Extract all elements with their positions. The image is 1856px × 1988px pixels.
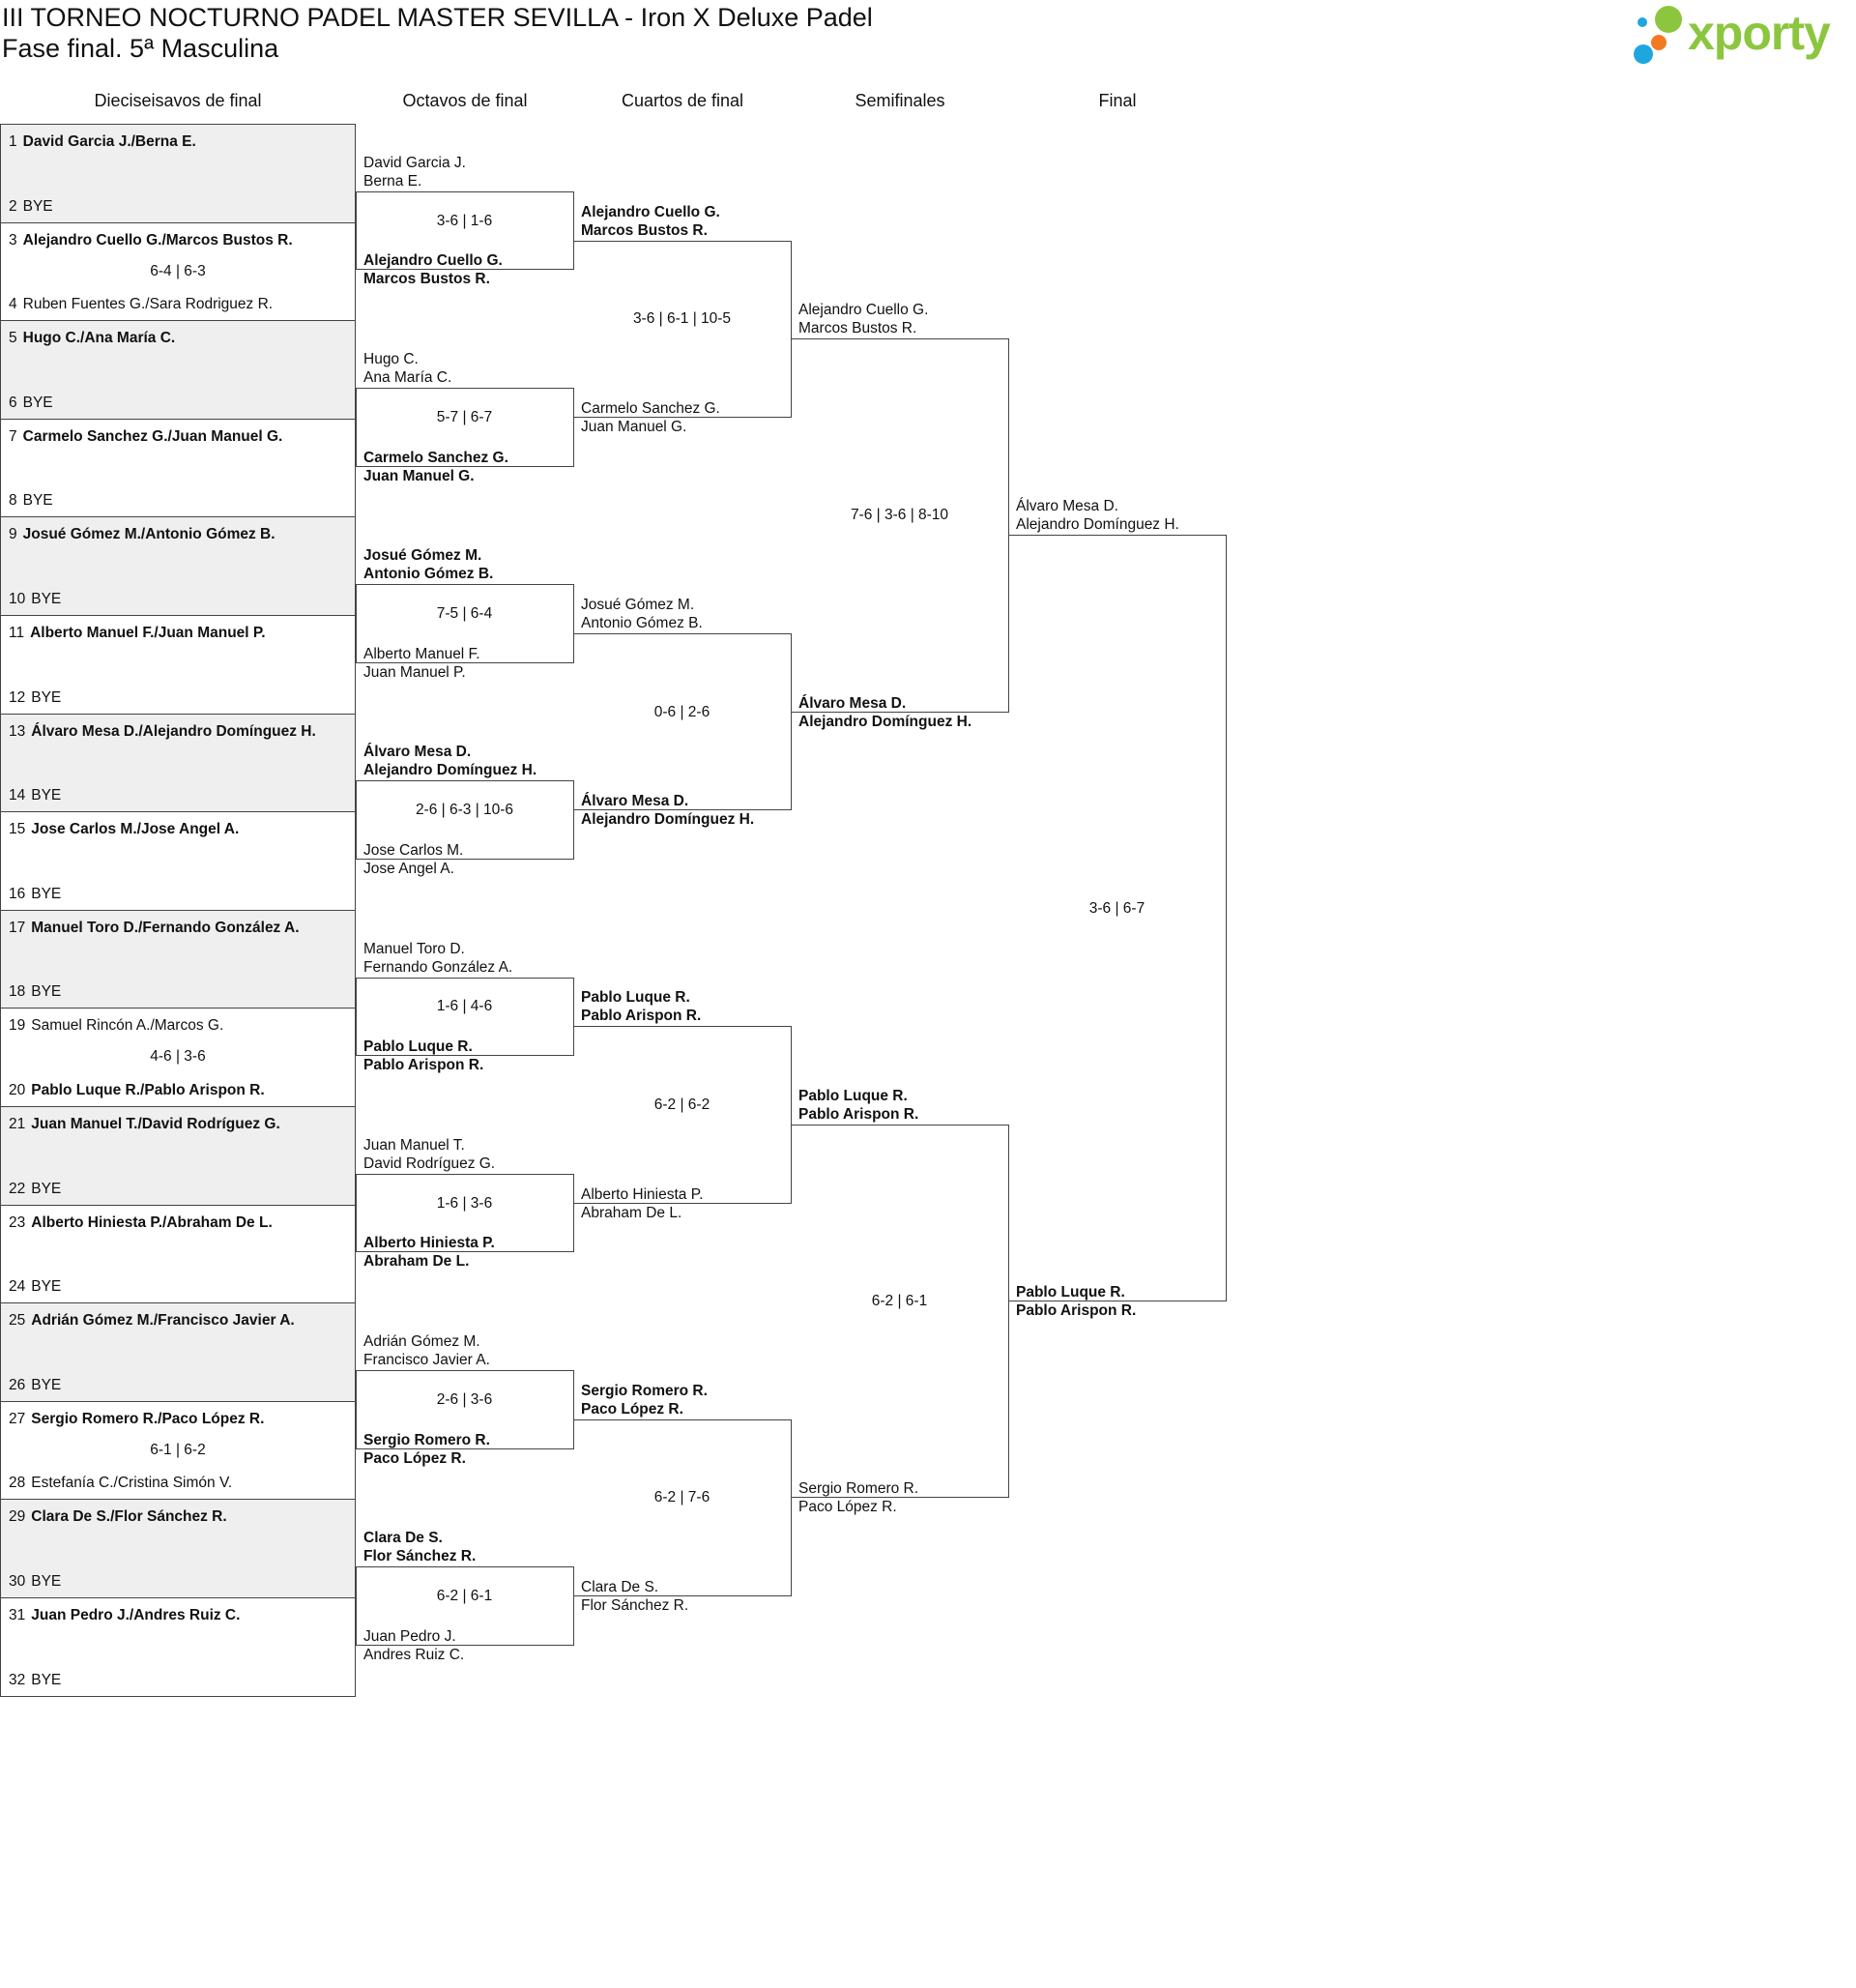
r32-match <box>0 1499 356 1598</box>
r32-team-bottom <box>9 1573 61 1591</box>
seed-number: 14 <box>9 787 26 804</box>
player-name: Adrián Gómez M. <box>363 1333 480 1350</box>
r32-team-top <box>9 133 196 151</box>
match-score: 7-6 | 3-6 | 8-10 <box>850 507 949 524</box>
match-score: 2-6 | 3-6 <box>436 1390 493 1408</box>
player-name: Alejandro Domínguez H. <box>363 762 537 779</box>
match-score: 6-2 | 6-2 <box>653 1096 710 1113</box>
entrant-bottom <box>363 1038 483 1074</box>
logo-dot-green <box>1655 6 1682 33</box>
r32-team-top <box>9 1116 280 1133</box>
seed-number: 20 <box>9 1081 26 1098</box>
player-name: Josué Gómez M. <box>581 597 695 613</box>
r32-team-bottom <box>9 1475 232 1492</box>
entrant-top <box>363 940 512 977</box>
r32-team-top <box>9 232 293 249</box>
player-name: Francisco Javier A. <box>363 1352 490 1368</box>
page-subtitle: Fase final. 5ª Masculina <box>2 34 279 63</box>
r32-match <box>0 1401 356 1501</box>
player-name: Ana María C. <box>363 369 452 386</box>
entrant-bottom <box>363 1431 490 1468</box>
player-name: Alberto Hiniesta P. <box>363 1235 495 1252</box>
match-score: 5-7 | 6-7 <box>436 408 493 425</box>
player-name: Pablo Arispon R. <box>363 1057 484 1074</box>
player-name: Juan Manuel G. <box>581 418 687 435</box>
player-name: David Garcia J. <box>363 154 466 171</box>
team-name: Juan Manuel T./David Rodríguez G. <box>31 1116 280 1132</box>
match-score: 6-2 | 6-1 <box>871 1293 928 1310</box>
r32-team-top <box>9 526 276 543</box>
player-name: Pablo Arispon R. <box>1016 1302 1137 1320</box>
seed-number: 1 <box>9 133 17 150</box>
logo-dot-blue <box>1634 44 1653 64</box>
player-name: Pablo Arispon R. <box>581 1008 702 1025</box>
entrant-bottom <box>363 645 480 682</box>
bracket-connector <box>573 633 792 810</box>
player-name: Andres Ruiz C. <box>363 1646 465 1663</box>
r32-match <box>0 516 356 616</box>
player-name: Álvaro Mesa D. <box>363 744 472 761</box>
player-name: Juan Manuel T. <box>363 1136 465 1154</box>
seed-number: 9 <box>9 526 17 543</box>
team-name: Pablo Luque R./Pablo Arispon R. <box>31 1081 265 1098</box>
seed-number: 8 <box>9 492 17 510</box>
player-name: Abraham De L. <box>581 1204 682 1221</box>
seed-number: 15 <box>9 821 26 838</box>
team-name: Sergio Romero R./Paco López R. <box>31 1410 265 1427</box>
round-header: Dieciseisavos de final <box>94 91 262 110</box>
seed-number: 6 <box>9 394 17 411</box>
bracket-connector <box>791 1125 1009 1498</box>
entrant-bottom <box>1016 1283 1136 1320</box>
seed-number: 16 <box>9 885 26 902</box>
team-name: BYE <box>31 590 62 607</box>
player-name: Antonio Gómez B. <box>363 566 494 583</box>
player-name: Sergio Romero R. <box>581 1382 708 1399</box>
team-name: BYE <box>31 1671 62 1688</box>
match-score: 1-6 | 3-6 <box>436 1194 493 1212</box>
player-name: Abraham De L. <box>363 1253 470 1271</box>
r32-team-top <box>9 1214 273 1232</box>
match-score: 3-6 | 6-1 | 10-5 <box>632 310 732 328</box>
player-name: Pablo Luque R. <box>798 1088 908 1104</box>
player-name: Clara De S. <box>581 1579 659 1595</box>
round-header: Final <box>1098 91 1137 110</box>
bracket-connector <box>1008 535 1227 1301</box>
player-name: Josué Gómez M. <box>363 547 482 565</box>
team-name: Josué Gómez M./Antonio Gómez B. <box>22 526 276 543</box>
seed-number: 24 <box>9 1278 26 1296</box>
player-name: David Rodríguez G. <box>363 1155 496 1172</box>
seed-number: 21 <box>9 1116 26 1132</box>
player-name: Flor Sánchez R. <box>581 1597 689 1614</box>
player-name: Jose Angel A. <box>363 861 454 877</box>
match-score: 6-1 | 6-2 <box>150 1441 206 1458</box>
seed-number: 19 <box>9 1017 26 1035</box>
match-score: 6-2 | 7-6 <box>653 1489 710 1506</box>
r32-team-top <box>9 625 266 642</box>
match-score: 4-6 | 3-6 <box>150 1048 206 1066</box>
team-name: BYE <box>22 394 53 411</box>
player-name: Berna E. <box>363 172 422 190</box>
r32-match <box>0 1205 356 1304</box>
team-name: Estefanía C./Cristina Simón V. <box>31 1475 233 1492</box>
seed-number: 10 <box>9 590 26 607</box>
player-name: Marcos Bustos R. <box>798 320 917 337</box>
r32-team-top <box>9 1411 264 1428</box>
player-name: Álvaro Mesa D. <box>798 694 907 712</box>
entrant-top <box>1016 497 1179 534</box>
player-name: Alejandro Domínguez H. <box>1016 516 1179 534</box>
match-score: 6-2 | 6-1 <box>436 1588 493 1604</box>
r32-team-bottom <box>9 1377 61 1394</box>
r32-team-top <box>9 428 282 446</box>
player-name: Marcos Bustos R. <box>363 271 490 288</box>
round-header: Octavos de final <box>402 91 528 110</box>
player-name: Juan Pedro J. <box>363 1627 456 1645</box>
team-name: BYE <box>31 1376 62 1393</box>
team-name: Juan Pedro J./Andres Ruiz C. <box>31 1607 241 1623</box>
player-name: Paco López R. <box>581 1400 683 1418</box>
match-score: 6-4 | 6-3 <box>150 262 206 279</box>
player-name: Alejandro Cuello G. <box>363 252 503 270</box>
team-name: Alberto Manuel F./Juan Manuel P. <box>30 625 266 641</box>
r32-match <box>0 714 356 813</box>
entrant-bottom <box>363 449 508 485</box>
team-name: BYE <box>31 1180 62 1197</box>
player-name: Álvaro Mesa D. <box>1016 498 1118 515</box>
seed-number: 25 <box>9 1312 26 1330</box>
r32-team-bottom <box>9 983 61 1001</box>
r32-match <box>0 320 356 420</box>
round-header: Semifinales <box>855 91 945 110</box>
player-name: Alejandro Domínguez H. <box>581 811 755 829</box>
team-name: Carmelo Sanchez G./Juan Manuel G. <box>22 427 283 445</box>
entrant-top <box>581 988 701 1025</box>
match-score: 1-6 | 4-6 <box>436 998 493 1015</box>
player-name: Fernando González A. <box>363 958 513 976</box>
player-name: Flor Sánchez R. <box>363 1548 477 1565</box>
r32-match <box>0 1106 356 1206</box>
player-name: Marcos Bustos R. <box>581 221 708 239</box>
seed-number: 5 <box>9 330 17 347</box>
team-name: Jose Carlos M./Jose Angel A. <box>31 821 240 838</box>
r32-match <box>0 124 356 223</box>
seed-number: 2 <box>9 197 17 215</box>
team-name: BYE <box>31 787 62 804</box>
team-name: Adrián Gómez M./Francisco Javier A. <box>31 1312 295 1330</box>
page-title: III TORNEO NOCTURNO PADEL MASTER SEVILLA - Iron X Deluxe Padel <box>2 3 873 32</box>
seed-number: 28 <box>9 1475 26 1492</box>
player-name: Clara De S. <box>363 1530 443 1547</box>
entrant-top <box>798 301 928 337</box>
r32-team-bottom <box>9 395 53 412</box>
seed-number: 17 <box>9 919 26 936</box>
logo-dot-orange <box>1651 35 1667 50</box>
player-name: Alejandro Cuello G. <box>581 203 720 220</box>
r32-team-bottom <box>9 1672 61 1689</box>
entrant-top <box>363 1332 490 1369</box>
team-name: David Garcia J./Berna E. <box>22 133 196 150</box>
entrant-top <box>363 1136 495 1173</box>
team-name: Ruben Fuentes G./Sara Rodriguez R. <box>22 296 274 313</box>
player-name: Sergio Romero R. <box>363 1431 490 1448</box>
player-name: Alejandro Cuello G. <box>798 302 929 319</box>
xporty-logo <box>1634 4 1856 66</box>
team-name: BYE <box>31 983 62 1001</box>
entrant-top <box>363 154 466 190</box>
seed-number: 23 <box>9 1213 26 1231</box>
seed-number: 11 <box>9 625 25 641</box>
seed-number: 13 <box>9 722 26 740</box>
seed-number: 30 <box>9 1572 26 1590</box>
player-name: Paco López R. <box>798 1499 897 1516</box>
r32-team-top <box>9 1017 223 1035</box>
player-name: Alberto Hiniesta P. <box>581 1185 704 1203</box>
r32-team-bottom <box>9 1082 265 1099</box>
player-name: Pablo Luque R. <box>581 989 690 1007</box>
entrant-bottom <box>581 1185 703 1222</box>
player-name: Juan Manuel G. <box>363 467 475 484</box>
r32-team-bottom <box>9 1278 61 1296</box>
entrant-top <box>581 596 703 632</box>
r32-team-top <box>9 330 175 347</box>
r32-team-top <box>9 1312 295 1330</box>
team-name: Clara De S./Flor Sánchez R. <box>31 1508 227 1526</box>
seed-number: 3 <box>9 231 17 248</box>
player-name: Pablo Arispon R. <box>798 1106 919 1123</box>
r32-team-bottom <box>9 591 61 608</box>
team-name: BYE <box>31 1278 62 1296</box>
r32-team-bottom <box>9 886 61 903</box>
player-name: Hugo C. <box>363 351 419 367</box>
entrant-bottom <box>798 1479 918 1516</box>
round-header: Cuartos de final <box>621 91 744 110</box>
bracket-connector <box>791 338 1009 712</box>
seed-number: 4 <box>9 296 17 313</box>
match-score: 3-6 | 6-7 <box>1088 899 1146 917</box>
team-name: Manuel Toro D./Fernando González A. <box>31 919 300 936</box>
entrant-bottom <box>363 841 463 878</box>
r32-match <box>0 615 356 715</box>
player-name: Juan Manuel P. <box>363 663 466 681</box>
seed-number: 32 <box>9 1671 26 1688</box>
seed-number: 22 <box>9 1180 26 1197</box>
player-name: Sergio Romero R. <box>798 1480 919 1498</box>
entrant-top <box>363 1529 476 1565</box>
bracket-connector <box>573 1419 792 1596</box>
r32-team-top <box>9 1508 227 1526</box>
player-name: Jose Carlos M. <box>363 842 464 859</box>
team-name: BYE <box>22 492 53 510</box>
seed-number: 29 <box>9 1508 26 1526</box>
team-name: Álvaro Mesa D./Alejandro Domínguez H. <box>31 722 316 740</box>
player-name: Pablo Luque R. <box>363 1038 473 1056</box>
r32-team-bottom <box>9 787 61 804</box>
r32-team-top <box>9 821 239 838</box>
team-name: Alejandro Cuello G./Marcos Bustos R. <box>22 231 293 248</box>
seed-number: 31 <box>9 1607 26 1623</box>
entrant-top <box>581 203 720 240</box>
r32-match <box>0 1597 356 1697</box>
entrant-bottom <box>798 694 972 731</box>
entrant-top <box>363 546 493 583</box>
entrant-top <box>363 350 451 387</box>
logo-dot-small-blue <box>1638 17 1647 27</box>
player-name: Paco López R. <box>363 1449 466 1467</box>
seed-number: 12 <box>9 688 26 706</box>
r32-team-bottom <box>9 1181 61 1198</box>
r32-team-top <box>9 920 300 937</box>
r32-team-bottom <box>9 296 273 313</box>
match-score: 0-6 | 2-6 <box>653 703 710 720</box>
team-name: Hugo C./Ana María C. <box>22 330 176 347</box>
r32-match <box>0 910 356 1009</box>
team-name: BYE <box>31 885 62 902</box>
seed-number: 26 <box>9 1376 26 1393</box>
entrant-bottom <box>581 792 754 829</box>
player-name: Álvaro Mesa D. <box>581 793 689 810</box>
team-name: BYE <box>31 688 62 706</box>
entrant-bottom <box>581 399 720 436</box>
entrant-bottom <box>581 1578 688 1615</box>
entrant-bottom <box>363 251 503 288</box>
player-name: Antonio Gómez B. <box>581 615 703 631</box>
entrant-bottom <box>363 1234 495 1271</box>
entrant-top <box>363 743 536 779</box>
player-name: Manuel Toro D. <box>363 940 465 957</box>
team-name: Samuel Rincón A./Marcos G. <box>31 1017 224 1035</box>
match-score: 3-6 | 1-6 <box>436 212 493 229</box>
logo-wordmark: xporty <box>1688 6 1830 60</box>
team-name: Alberto Hiniesta P./Abraham De L. <box>31 1213 273 1231</box>
r32-team-bottom <box>9 492 53 510</box>
r32-team-bottom <box>9 198 53 216</box>
r32-team-bottom <box>9 689 61 707</box>
team-name: BYE <box>31 1572 62 1590</box>
seed-number: 27 <box>9 1410 26 1427</box>
bracket-connector <box>573 1026 792 1203</box>
r32-match <box>0 811 356 911</box>
entrant-bottom <box>363 1627 464 1664</box>
player-name: Carmelo Sanchez G. <box>363 449 508 466</box>
r32-match <box>0 1008 356 1107</box>
team-name: BYE <box>22 197 53 215</box>
player-name: Pablo Luque R. <box>1016 1284 1125 1301</box>
r32-match <box>0 1302 356 1402</box>
entrant-top <box>581 1382 708 1418</box>
r32-team-top <box>9 1607 240 1624</box>
bracket-connector <box>573 241 792 418</box>
r32-match <box>0 419 356 518</box>
r32-match <box>0 222 356 322</box>
seed-number: 18 <box>9 983 26 1001</box>
match-score: 2-6 | 6-3 | 10-6 <box>415 802 514 819</box>
entrant-top <box>798 1087 918 1124</box>
player-name: Alberto Manuel F. <box>363 645 480 662</box>
player-name: Alejandro Domínguez H. <box>798 713 972 730</box>
match-score: 7-5 | 6-4 <box>436 605 493 622</box>
r32-team-top <box>9 723 316 741</box>
seed-number: 7 <box>9 427 17 445</box>
player-name: Carmelo Sanchez G. <box>581 399 720 417</box>
